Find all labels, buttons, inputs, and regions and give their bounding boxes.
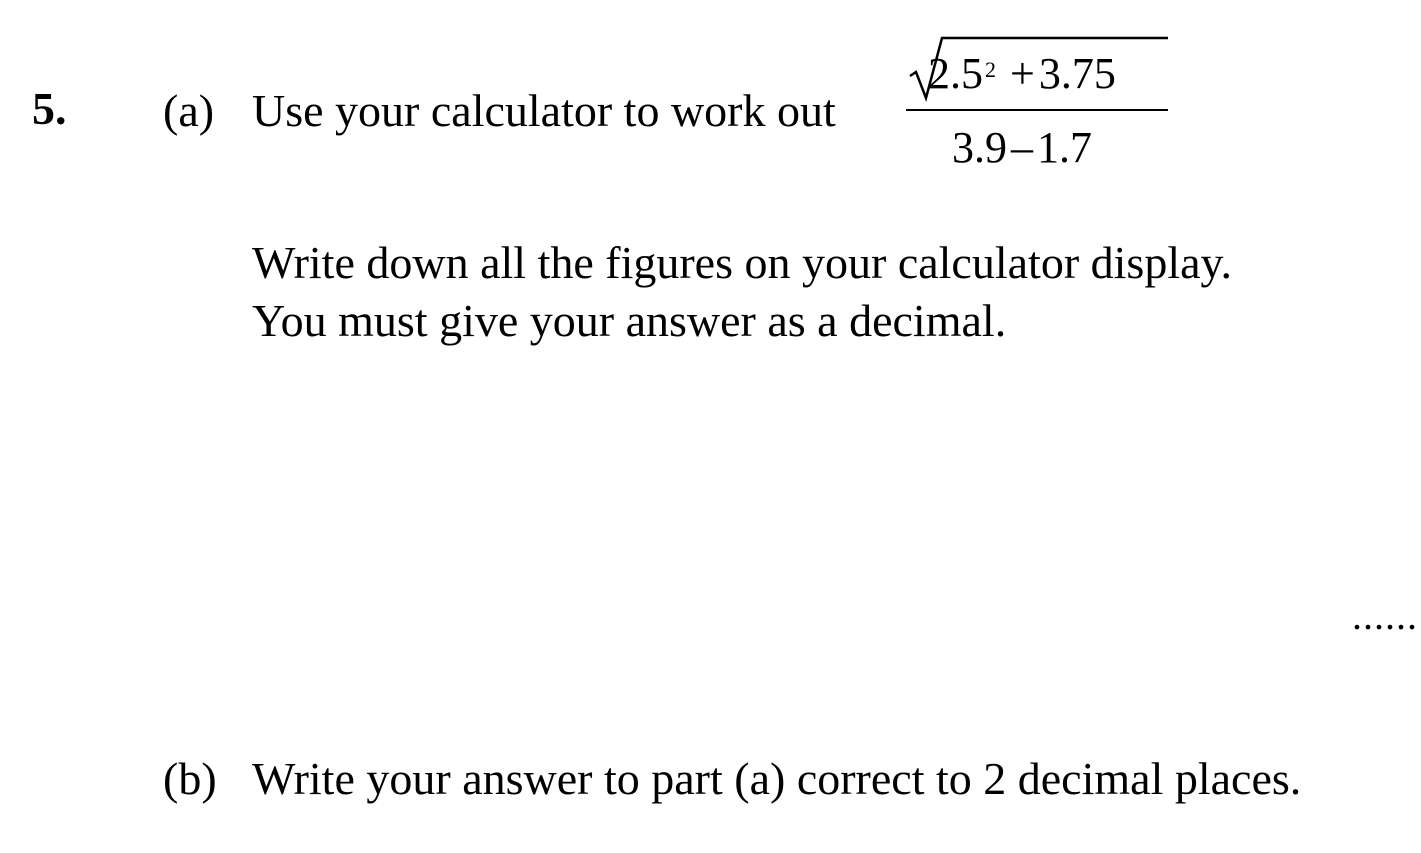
denominator-operator: – [1011, 123, 1033, 172]
numerator-term: 3.75 [1038, 49, 1116, 98]
question-number: 5. [32, 83, 67, 134]
numerator-operator: + [1010, 49, 1035, 98]
part-b-label: (b) [163, 753, 217, 804]
part-a-prompt: Use your calculator to work out [252, 85, 836, 136]
part-a-instruction-2: You must give your answer as a decimal. [252, 295, 1007, 346]
denominator-right: 1.7 [1037, 123, 1092, 172]
numerator-base: 2.5 [928, 49, 983, 98]
answer-line: ...... [1352, 593, 1418, 638]
fraction-numerator [928, 49, 1116, 98]
part-a-label: (a) [163, 85, 215, 136]
fraction-denominator [952, 123, 1092, 172]
part-b-prompt: Write your answer to part (a) correct to 2 decimal places. [252, 753, 1302, 804]
numerator-exponent: 2 [985, 57, 996, 82]
fraction-bar [906, 109, 1168, 111]
part-a-instruction-1: Write down all the figures on your calculator display. [252, 237, 1233, 288]
denominator-left: 3.9 [952, 123, 1007, 172]
